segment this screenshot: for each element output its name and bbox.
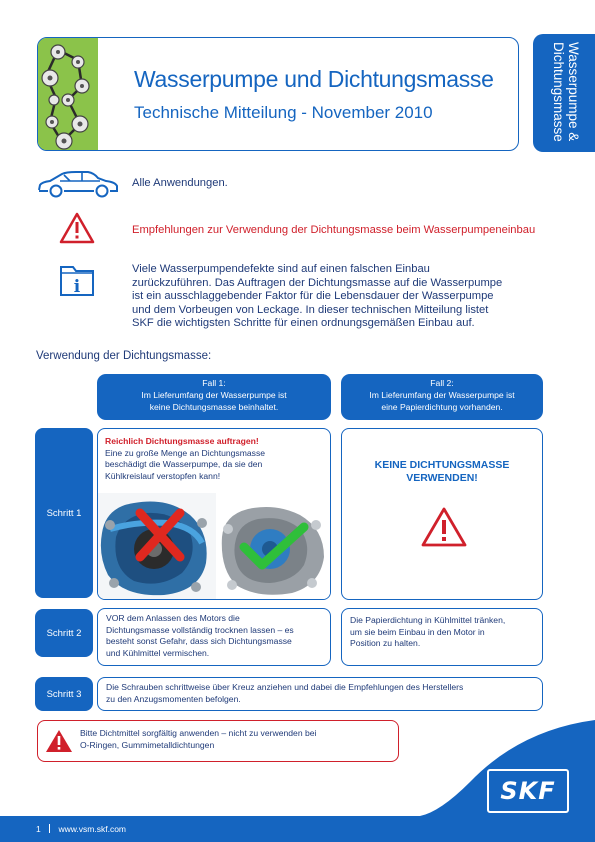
warning-icon — [421, 507, 467, 547]
applications-text: Alle Anwendungen. — [132, 177, 228, 189]
case-2-header: Fall 2: Im Lieferumfang der Wasserpumpe ist eine Papierdichtung vorhanden. — [341, 374, 543, 420]
step-1-label: Schritt 1 — [35, 428, 93, 598]
car-icon — [36, 170, 120, 203]
wrong-pump-image — [98, 493, 216, 600]
caution-text: Bitte Dichtmittel sorgfältig anwenden – nicht zu verwenden bei O-Ringen, Gummimetalldichtungen — [80, 728, 317, 750]
right-pump-image — [218, 493, 331, 600]
step-2-label: Schritt 2 — [35, 609, 93, 657]
step-2-case-1-box — [97, 608, 331, 666]
header-box — [37, 37, 519, 151]
side-tab-label: Wasserpumpe & Dichtungsmasse — [551, 42, 581, 142]
page-number: 1 — [36, 824, 41, 834]
footer-text — [36, 824, 126, 834]
warning-text: Empfehlungen zur Verwendung der Dichtungsmasse beim Wasserpumpeneinbau — [132, 224, 536, 236]
step-3-label: Schritt 3 — [35, 677, 93, 711]
step-2-case-1-text: VOR dem Anlassen des Motors die Dichtungsmasse vollständig trocknen lassen – es besteht sonst Gefahr, dass sich Dichtungsmasse und Kühlmittel vermischen. — [106, 613, 294, 658]
step-3-box — [97, 677, 543, 711]
skf-logo: SKF — [487, 769, 569, 813]
section-label: Verwendung der Dichtungsmasse: — [36, 350, 212, 362]
footer-url[interactable]: www.vsm.skf.com — [58, 824, 127, 834]
svg-text:i: i — [73, 277, 81, 297]
step-1-case-1-text: Reichlich Dichtungsmasse auftragen! Eine zu große Menge an Dichtungsmasse beschädigt die Wasserpumpe, da sie den Kühlkreislauf verstopfen kann! — [105, 436, 266, 481]
belt-drive-icon — [38, 38, 98, 151]
footer-divider — [49, 824, 50, 833]
step-2-case-2-box — [341, 608, 543, 666]
water-pump-photos — [98, 493, 331, 600]
side-tab — [533, 34, 595, 152]
page-subtitle: Technische Mitteilung - November 2010 — [134, 103, 433, 122]
no-sealant-text: KEINE DICHTUNGSMASSE VERWENDEN! — [374, 459, 510, 484]
step-1-case-2-box — [341, 428, 543, 600]
footer-bar — [0, 816, 595, 842]
step-2-case-2-text: Die Papierdichtung in Kühlmittel tränken, um sie beim Einbau in den Motor in Position zu halten. — [350, 615, 506, 648]
belt-drive-image — [38, 38, 98, 151]
page-title: Wasserpumpe und Dichtungsmasse — [134, 66, 494, 92]
info-folder-icon — [59, 263, 95, 302]
step-1-case-1-box — [97, 428, 331, 600]
warning-icon — [59, 212, 95, 249]
case-1-header: Fall 1: Im Lieferumfang der Wasserpumpe ist keine Dichtungsmasse beinhaltet. — [97, 374, 331, 420]
step-3-text: Die Schrauben schrittweise über Kreuz anziehen und dabei die Empfehlungen des Herstellers zu den Anzugsmomenten befolgen. — [106, 682, 464, 704]
description-text: Viele Wasserpumpendefekte sind auf einen falschen Einbau zurückzuführen. Das Auftragen der Dichtungsmasse auf die Wasserpumpe ist ein ausschlaggebender Faktor für die Lebensdauer der Wasserpumpe und dem Vorbeugen von Leckage. In dieser technischen Mitteilung listet SKF die wichtigsten Schritte für einen ordnungsgemäßen Einbau auf. — [132, 263, 503, 329]
